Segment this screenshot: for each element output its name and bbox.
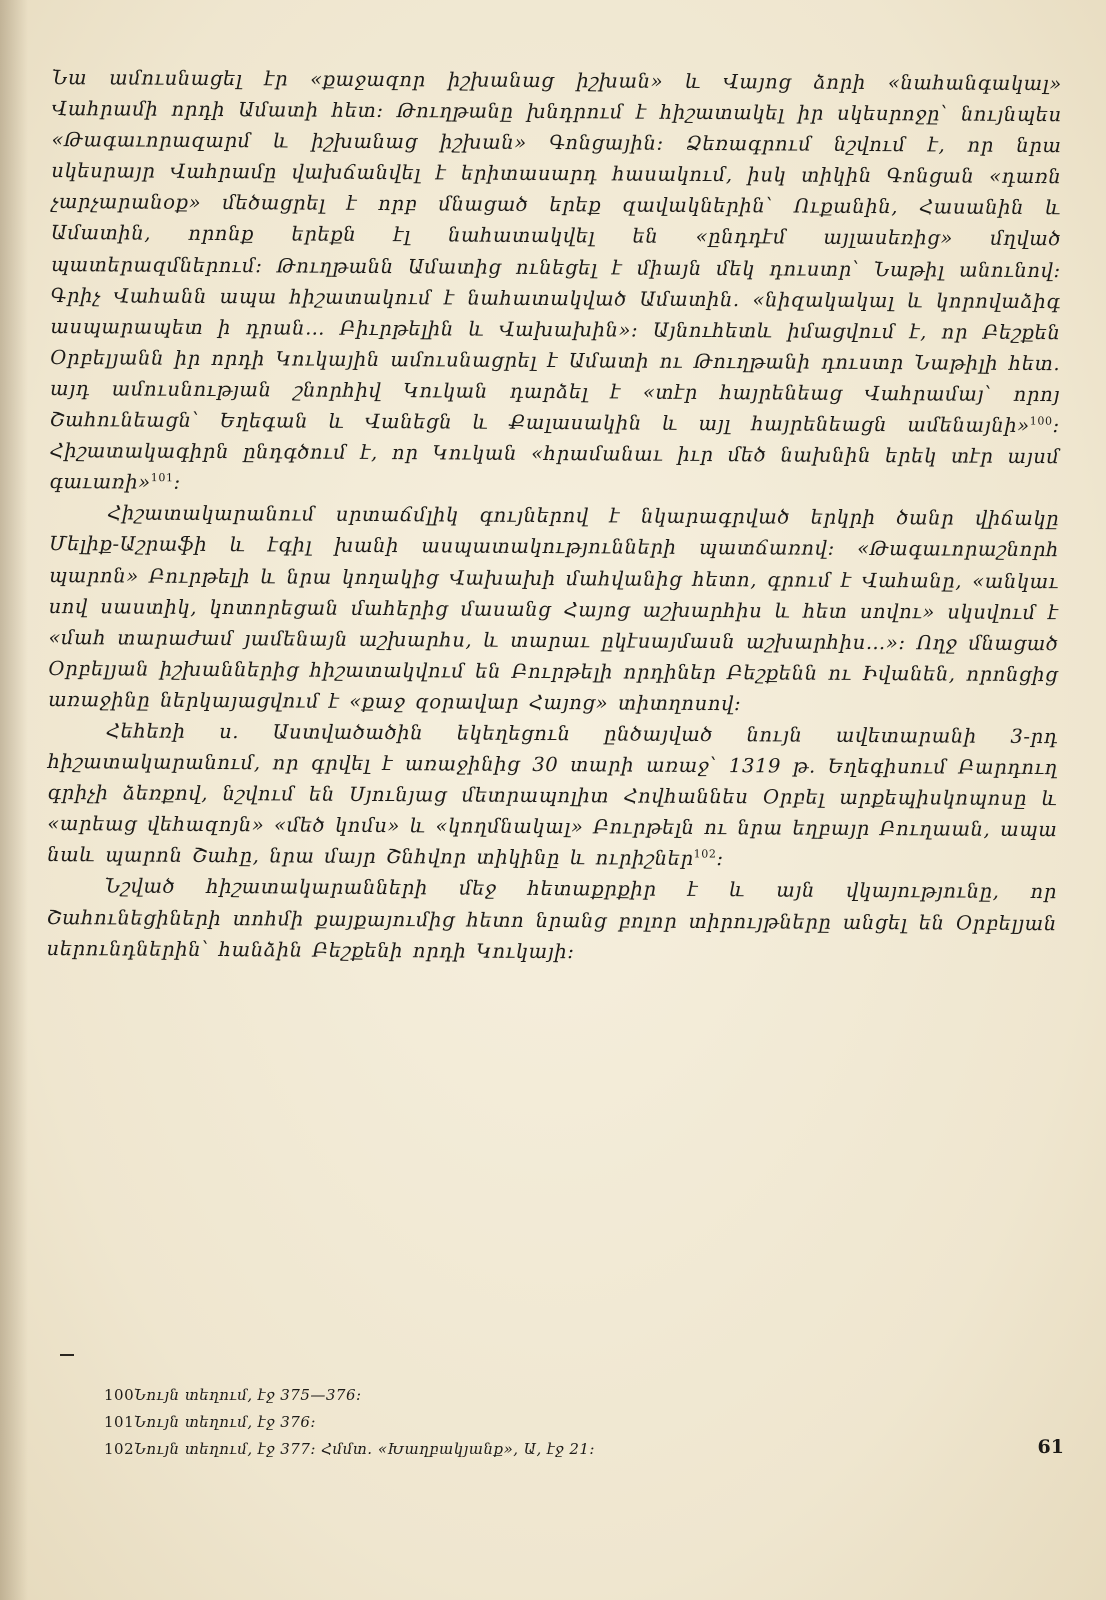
footnote-100: 100Նույն տեղում, էջ 375—376։ bbox=[104, 1386, 362, 1404]
footnote-101: 101Նույն տեղում, էջ 376։ bbox=[104, 1413, 316, 1431]
footnote-ref-102[interactable]: 102 bbox=[693, 847, 717, 861]
paragraph-2: Հիշատակարանում սրտաճմլիկ գույներով է նկարագրված երկրի ծանր վիճակը Մելիք-Աշրաֆի և էգիլ խանի ասպատակությունների պատճառով։ «Թագաւորաշնորհ պարոն» Բուրթելի և նրա կողակից Վախախի մահվանից հետո, գրում է Վահանը, «անկաւ սով սաստիկ, կոտորեցան մահերից մասանց Հայոց աշխարհիս և հետ սովու» սկսվում է «մահ տարաժամ յամենայն աշխարհս, և տարաւ ըկէսայմասն աշխարհիս…»։ Ողջ մնացած Օրբելյան իշխաններից հիշատակվում են Բուրթելի որդիներ Բեշքենն ու Իվանեն, որոնցից առաջինը ներկայացվում է «քաջ զօրավար Հայոց» տիտղոսով։ bbox=[48, 501, 1060, 716]
footnote-ref-100[interactable]: 100 bbox=[1029, 414, 1053, 428]
paragraph-3: Հեհեռի ս. Աստվածածին եկեղեցուն ընծայված նույն ավետարանի 3-րդ հիշատակարանում, որ գրվել է առաջինից 30 տարի առաջ՝ 1319 թ. Եղեգիսում Բարդուղ գրիչի ձեռքով, նշվում են Սյունյաց մետրապոլիտ Հովհաննես Օրբել արքեպիսկոպոսը և «արեաց վեհազոյն» «մեծ կոմս» և «կողմնակալ» Բուրթելն ու նրա եղբայր Բուղաան, ապա նաև պարոն Շահը, նրա մայր Շնհվոր տիկինը և ուրիշներ$^{102}$։ bbox=[47, 719, 1058, 871]
footnote-ref-101[interactable]: 101 bbox=[150, 471, 174, 485]
page-number: 61 bbox=[1037, 1436, 1064, 1458]
binding-shadow bbox=[0, 0, 28, 1600]
body-text bbox=[46, 62, 1061, 970]
footnote-divider bbox=[60, 1354, 74, 1356]
paragraph-4: Նշված հիշատակարանների մեջ հետաքրքիր է և այն վկայությունը, որ Շահունեցիների տոհմի քայքայումից հետո նրանց բոլոր տիրույթները անցել են Օրբելյան սերունդներին՝ հանձին Բեշքենի որդի Կուկայի։ bbox=[46, 874, 1058, 963]
paragraph-1: Նա ամուսնացել էր «քաջազոր իշխանաց իշխան» և Վայոց ձորի «նահանգակալ» Վահրամի որդի Ամատի հետ։ Թուղթանը խնդրում է հիշատակել իր սկեսրոջը՝ նույնպես «Թագաւորազարմ և իշխանաց իշխան» Գոնցային։ Ձեռագրում նշվում է, որ նրա սկեսրայր Վահրամը վախճանվել է երիտասարդ հասակում, իսկ տիկին Գոնցան «դառն չարչարանօք» մեծացրել է որբ մնացած երեք զավակներին՝ Ուքանին, Հասանին և Ամատին, որոնք երեքն էլ նահատակվել են «ընդդէմ այլասեռից» մղված պատերազմներում։ Թուղթանն Ամատից ունեցել է միայն մեկ դուստր՝ Նաթիլ անունով։ Գրիչ Վահանն ապա հիշատակում է նահատակված Ամատին. «նիզակակալ և կորովաձիգ ասպարապետ ի դրան… Բիւրթելին և Վախախին»։ Այնուհետև իմացվում է, որ Բեշքեն Օրբելյանն իր որդի Կուկային ամուսնացրել է Ամատի ու Թուղթանի դուստր Նաթիլի հետ. այդ ամուսնության շնորհիվ Կուկան դարձել է «տէր հայրենեաց Վահրամայ՝ որոյ Շահունեացն՝ Եղեգան և Վանեցն և Քալասակին և այլ հայրենեացն ամենայնի»$^{100}$։ Հիշատակագիրն ընդգծում է, որ Կուկան «հրամանաւ իւր մեծ նախնին երեկ տէր այսմ գաւառի»$^{101}$։ bbox=[49, 65, 1062, 495]
footnote-102: 102Նույն տեղում, էջ 377։ Հմմտ. «Խաղբակյանք», Ա, էջ 21։ bbox=[104, 1440, 596, 1458]
footnotes bbox=[104, 1382, 804, 1463]
